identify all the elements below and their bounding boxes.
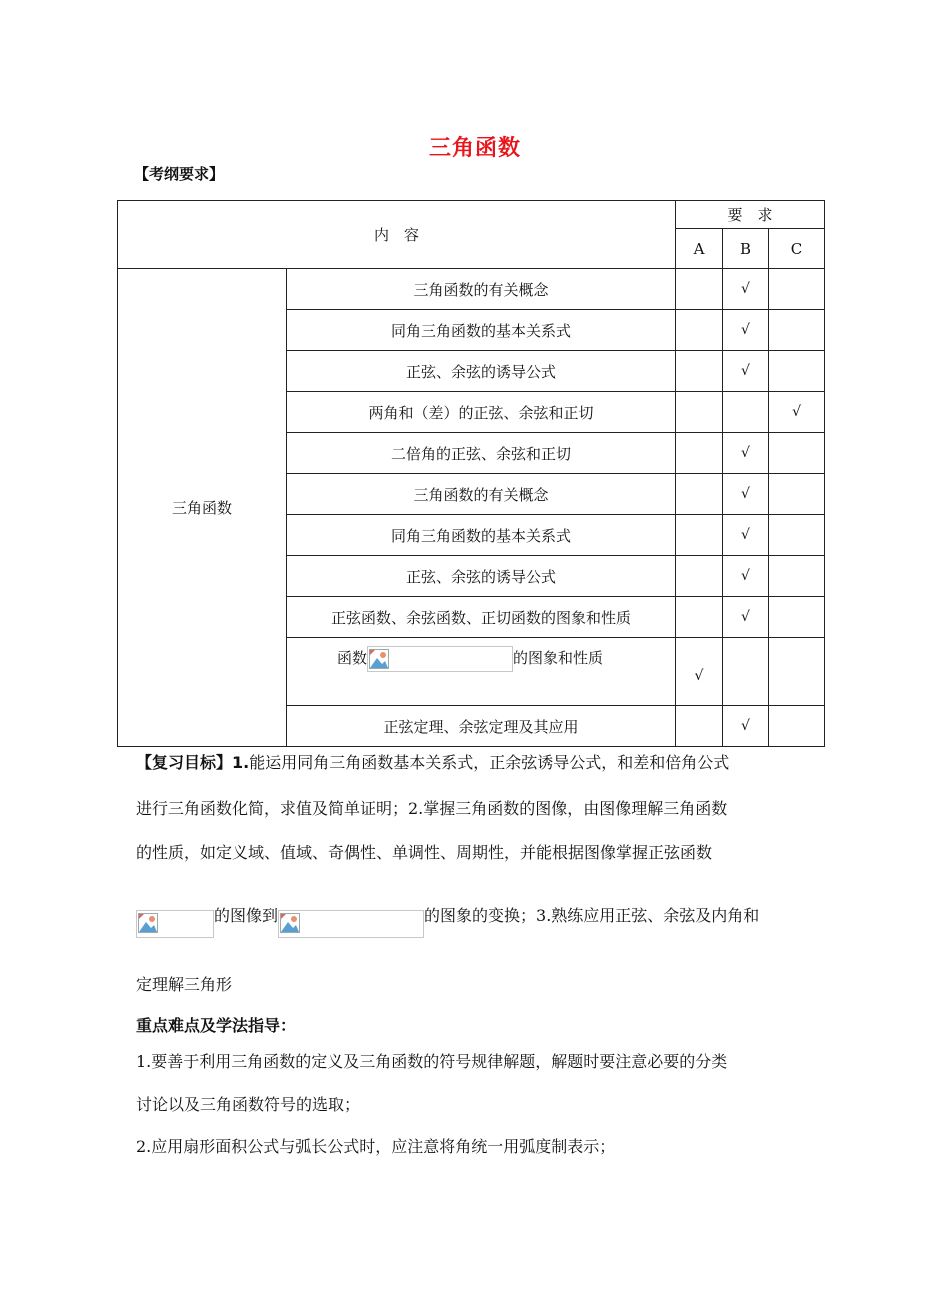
row-label: 同角三角函数的基本关系式 [287,310,676,351]
check-c [769,706,825,747]
requirement-header: 要 求 [676,201,825,229]
review-line-1 [136,750,826,773]
section-heading-syllabus: 【考纲要求】 [134,165,225,183]
broken-image-icon [138,913,158,933]
level-a-header: A [676,229,723,269]
formula-image-placeholder [367,646,513,672]
check-b [723,392,769,433]
check-a [676,706,723,747]
check-b: √ [723,474,769,515]
check-a [676,269,723,310]
check-c [769,310,825,351]
row-label: 二倍角的正弦、余弦和正切 [287,433,676,474]
check-b: √ [723,706,769,747]
check-b: √ [723,269,769,310]
content-header: 内 容 [118,201,676,269]
row-label: 两角和（差）的正弦、余弦和正切 [287,392,676,433]
check-c [769,515,825,556]
check-c [769,556,825,597]
check-c [769,269,825,310]
guide-p2: 2.应用扇形面积公式与弧长公式时，应注意将角统一用弧度制表示； [136,1137,616,1156]
review-line-5: 定理解三角形 [136,975,233,994]
level-c-header: C [769,229,825,269]
check-b: √ [723,310,769,351]
check-b: √ [723,597,769,638]
group-label: 三角函数 [118,269,287,747]
row-label [287,638,676,706]
check-b: √ [723,556,769,597]
requirements-table [117,200,825,747]
check-c [769,597,825,638]
review-line-2: 进行三角函数化简，求值及简单证明；2.掌握三角函数的图像，由图像理解三角函数 [136,799,728,818]
row-label: 正弦、余弦的诱导公式 [287,556,676,597]
formula-image-placeholder [136,910,214,938]
check-a [676,556,723,597]
level-b-header: B [723,229,769,269]
check-a: √ [676,638,723,706]
row-label: 同角三角函数的基本关系式 [287,515,676,556]
check-b [723,638,769,706]
row-label: 正弦函数、余弦函数、正切函数的图象和性质 [287,597,676,638]
row-label-prefix: 函数 [337,649,368,667]
check-c [769,638,825,706]
check-c [769,433,825,474]
check-b: √ [723,351,769,392]
check-b: √ [723,433,769,474]
review-text-1: 能运用同角三角函数基本关系式，正余弦诱导公式，和差和倍角公式 [249,753,730,772]
page-title: 三角函数 [428,136,521,161]
row-label: 正弦、余弦的诱导公式 [287,351,676,392]
row-label: 正弦定理、余弦定理及其应用 [287,706,676,747]
review-line-4 [136,900,759,928]
row-label: 三角函数的有关概念 [287,474,676,515]
guide-heading [136,1013,826,1036]
check-a [676,310,723,351]
table-row [118,269,825,310]
guide-p1-line2: 讨论以及三角函数符号的选取； [136,1095,361,1114]
check-c [769,474,825,515]
check-c: √ [769,392,825,433]
check-a [676,597,723,638]
guide-p1-line1: 1.要善于利用三角函数的定义及三角函数的符号规律解题，解题时要注意必要的分类 [136,1052,728,1071]
row-label: 三角函数的有关概念 [287,269,676,310]
review-line-3: 的性质，如定义域、值域、奇偶性、单调性、周期性，并能根据图像掌握正弦函数 [136,843,713,862]
guide-heading-text: 重点难点及学法指导： [136,1016,297,1035]
broken-image-icon [369,649,389,669]
check-a [676,392,723,433]
check-c [769,351,825,392]
row-label-suffix: 的图象和性质 [513,649,604,667]
check-b: √ [723,515,769,556]
check-a [676,515,723,556]
check-a [676,433,723,474]
check-a [676,474,723,515]
check-a [676,351,723,392]
review-lead: 1. [232,753,250,772]
broken-image-icon [280,913,300,933]
review-text-4a: 的图像到 [214,905,279,925]
review-heading: 【复习目标】 [136,753,233,772]
formula-image-placeholder [278,910,424,938]
review-text-4b: 的图象的变换；3.熟练应用正弦、余弦及内角和 [424,905,760,925]
